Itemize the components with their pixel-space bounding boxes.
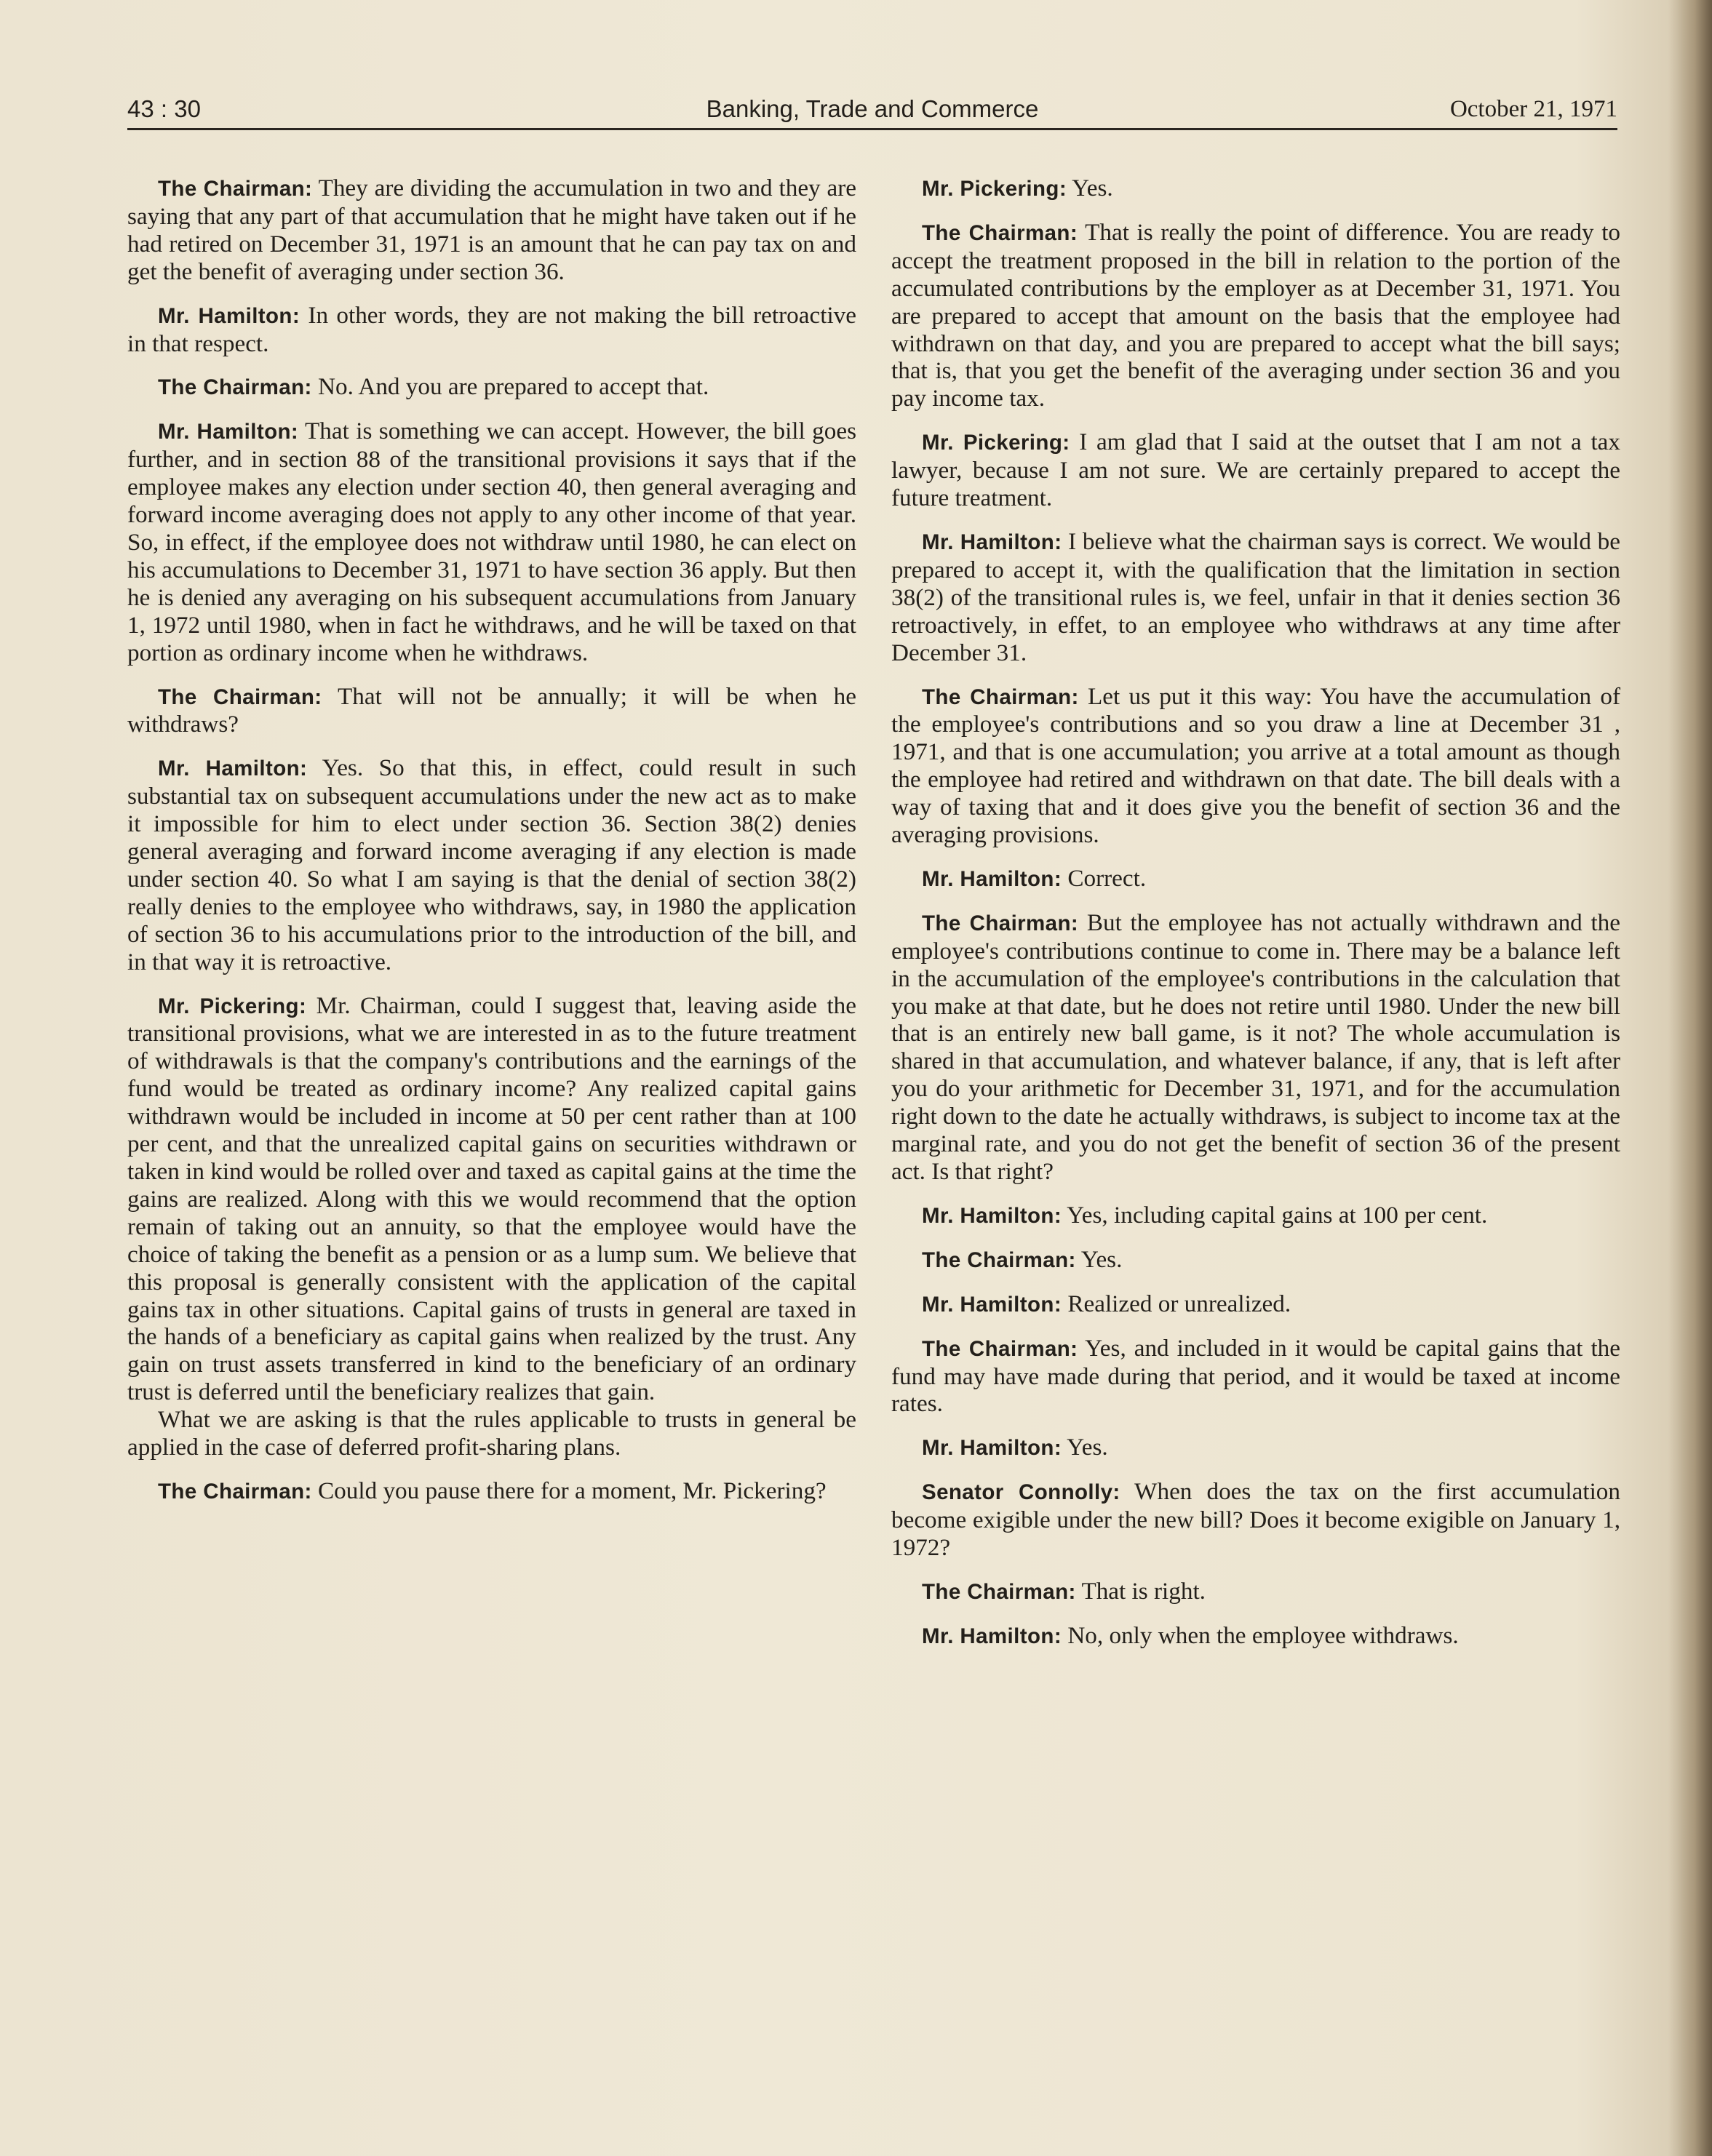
transcript-paragraph [891, 528, 1620, 667]
transcript-paragraph [891, 1434, 1620, 1462]
speech-text: I believe what the chairman says is correct. We would be prepared to accept it, with the qualification that the limitation in section 38(2) of the transitional rules is, we feel, unfair in that it denies section 36 retroactively, in effet, to an employee who withdraws at any time after December 31. [891, 527, 1620, 666]
speech-text: Yes. [1080, 1245, 1123, 1273]
speaker-name: The Chairman: [158, 1479, 312, 1504]
transcript-paragraph [891, 175, 1620, 203]
speech-text: But the employee has not actually withdrawn and the employee's contributions continue to come in. There may be a balance left in the accumulation of the employee's contributions in the calculation that you make at that date, but he does not retire until 1980. Under the new bill that is an entirely new ball game, is it not? The whole accumulation is shared in that accumulation, and whatever balance, if any, that is left after you do your arithmetic for December 31, 1971, and for the accumulation right down to the date he actually withdraws, is subject to income tax at the marginal rate, and you do not get the benefit of section 36 of the present act. Is that right? [891, 909, 1621, 1185]
publication-title: Banking, Trade and Commerce [706, 95, 1039, 122]
right-column [891, 175, 1620, 1666]
transcript-paragraph [891, 1290, 1620, 1319]
speaker-name: Mr. Hamilton: [922, 530, 1062, 554]
speech-text: Correct. [1067, 864, 1147, 892]
speech-text: When does the tax on the first accumulation become exigible under the new bill? Does it become exigible on January 1, 1972? [891, 1478, 1620, 1562]
speech-text: They are dividing the accumulation in two and they are saying that any part of that accumulation that he might have taken out if he had retired on December 31, 1971 is an amount that he can pay tax on and get the benefit of averaging under section 36. [127, 175, 857, 285]
transcript-paragraph [891, 219, 1620, 412]
page-number: 43 : 30 [127, 95, 201, 122]
running-header [127, 93, 1617, 131]
transcript-paragraph [127, 418, 856, 666]
speaker-name: The Chairman: [158, 375, 312, 400]
header-rule [127, 128, 1617, 130]
speech-text: Let us put it this way: You have the accumulation of the employee's contributions and so you draw a line at December 31 , 1971, and that is one accumulation; you arrive at a total amount as though the employee had retired and withdrawn on that date. The bill deals with a way of taxing that and it does give you the benefit of section 36 and the averaging provisions. [891, 682, 1620, 849]
transcript-paragraph [891, 1335, 1620, 1418]
transcript-paragraph [891, 1202, 1620, 1230]
speaker-name: Mr. Hamilton: [158, 303, 300, 328]
speech-text: Yes, and included in it would be capital gains that the fund may have made during that period, and it would be taxed at income rates. [891, 1334, 1620, 1418]
speech-text: Yes. So that this, in effect, could result in such substantial tax on subsequent accumulations under the new act as to make it impossible for him to elect under section 36. Section 38(2) denies general averaging and forward income averaging if any election is made under section 40. So what I am saying is that the denial of section 38(2) really denies to the employee who withdraws, say, in 1980 the application of section 36 to his accumulations prior to the introduction of the bill, and in that way it is retroactive. [127, 754, 856, 975]
speech-text: No, only when the employee withdraws. [1067, 1621, 1459, 1649]
speech-text: Could you pause there for a moment, Mr. Pickering? [318, 1477, 827, 1504]
header-date: October 21, 1971 [1449, 96, 1617, 122]
speaker-name: The Chairman: [922, 684, 1079, 709]
left-column [127, 175, 856, 1522]
speaker-name: The Chairman: [922, 1579, 1076, 1604]
speaker-name: Mr. Hamilton: [158, 420, 299, 444]
transcript-paragraph [127, 175, 856, 286]
transcript-paragraph [127, 1406, 856, 1461]
speech-text: What we are asking is that the rules applicable to trusts in general be applied in the case of deferred profit-sharing plans. [127, 1406, 856, 1461]
speech-text: Mr. Chairman, could I suggest that, leaving aside the transitional provisions, what we are interested in as to the future treatment of withdrawals is that the company's contributions and the earnings of the fund would be treated as ordinary income? Any realized capital gains withdrawn would be included in income at 50 per cent rather than at 100 per cent, and that the unrealized capital gains on securities withdrawn or taken in kind would be rolled over and taxed as capital gains at the time the gains are realized. Along with this we would recommend that the option remain of taking out an annuity, so that the employee would have the choice of taking the benefit as a pension or as a lump sum. We believe that this proposal is generally consistent with the application of the capital gains tax in other situations. Capital gains of trusts in general are taxed in the hands of a beneficiary as capital gains when realized by the trust. Any gain on trust assets transferred in kind to the beneficiary of an ordinary trust is deferred until the beneficiary realizes that gain. [127, 991, 856, 1406]
transcript-paragraph [891, 683, 1620, 849]
transcript-paragraph [127, 302, 856, 358]
speech-text: That is really the point of difference. You are ready to accept the treatment proposed in the bill in relation to the portion of the accumulated contributions by the employer as at December 31, 1971. You are prepared to accept that amount on the basis that the employee had withdrawn on that day, and you are prepared to accept what the bill says; that is, that you get the benefit of the averaging under section 36 and you pay income tax. [891, 218, 1621, 412]
speech-text: That will not be annually; it will be when he withdraws? [127, 682, 856, 738]
speech-text: Yes, including capital gains at 100 per cent. [1067, 1201, 1488, 1229]
speaker-name: The Chairman: [922, 911, 1079, 935]
transcript-paragraph [891, 1246, 1620, 1274]
book-spine-shadow [1668, 0, 1712, 2156]
speaker-name: Mr. Hamilton: [922, 1624, 1062, 1648]
transcript-paragraph [127, 373, 856, 402]
speaker-name: The Chairman: [922, 1336, 1078, 1361]
speaker-name: Mr. Pickering: [922, 177, 1067, 201]
transcript-paragraph [127, 754, 856, 975]
speech-text: Realized or unrealized. [1067, 1290, 1291, 1317]
transcript-paragraph [127, 992, 856, 1407]
speech-text: No. And you are prepared to accept that. [318, 373, 709, 401]
speaker-name: Mr. Hamilton: [922, 1436, 1062, 1461]
transcript-paragraph [891, 909, 1620, 1186]
speech-text: Yes. [1072, 175, 1113, 201]
speech-text: That is right. [1081, 1577, 1206, 1605]
speaker-name: The Chairman: [158, 177, 313, 201]
speaker-name: Mr. Pickering: [922, 431, 1070, 455]
transcript-paragraph [891, 1622, 1620, 1650]
transcript-paragraph [891, 428, 1620, 512]
transcript-paragraph [891, 1478, 1620, 1562]
speaker-name: Mr. Hamilton: [922, 1292, 1062, 1317]
speech-text: That is something we can accept. However, the bill goes further, and in section 88 of the transitional provisions it says that if the employee makes any election under section 40, then general averaging and forward income averaging does not apply to any other income of that year. So, in effect, if the employee does not withdraw until 1980, he can elect on his accumulations to December 31, 1971 to have section 36 apply. But then he is denied any averaging on his subsequent accumulations from January 1, 1972 until 1980, when in fact he withdraws, and he will be taxed on that portion as ordinary income when he withdraws. [127, 418, 857, 666]
speaker-name: Mr. Hamilton: [158, 756, 308, 781]
transcript-paragraph [127, 683, 856, 739]
speaker-name: The Chairman: [158, 684, 322, 709]
speaker-name: Mr. Pickering: [158, 994, 307, 1018]
speaker-name: The Chairman: [922, 220, 1078, 245]
transcript-paragraph [127, 1477, 856, 1506]
transcript-paragraph [891, 1578, 1620, 1606]
speaker-name: Mr. Hamilton: [922, 1203, 1062, 1228]
speaker-name: Senator Connolly: [922, 1480, 1120, 1505]
speech-text: Yes. [1067, 1434, 1108, 1461]
speech-text: In other words, they are not making the bill retroactive in that respect. [127, 301, 856, 357]
transcript-paragraph [891, 865, 1620, 893]
speaker-name: The Chairman: [922, 1247, 1076, 1272]
speech-text: I am glad that I said at the outset that I am not a tax lawyer, because I am not sure. We are certainly prepared to accept the future treatment. [891, 428, 1620, 512]
speaker-name: Mr. Hamilton: [922, 866, 1062, 891]
